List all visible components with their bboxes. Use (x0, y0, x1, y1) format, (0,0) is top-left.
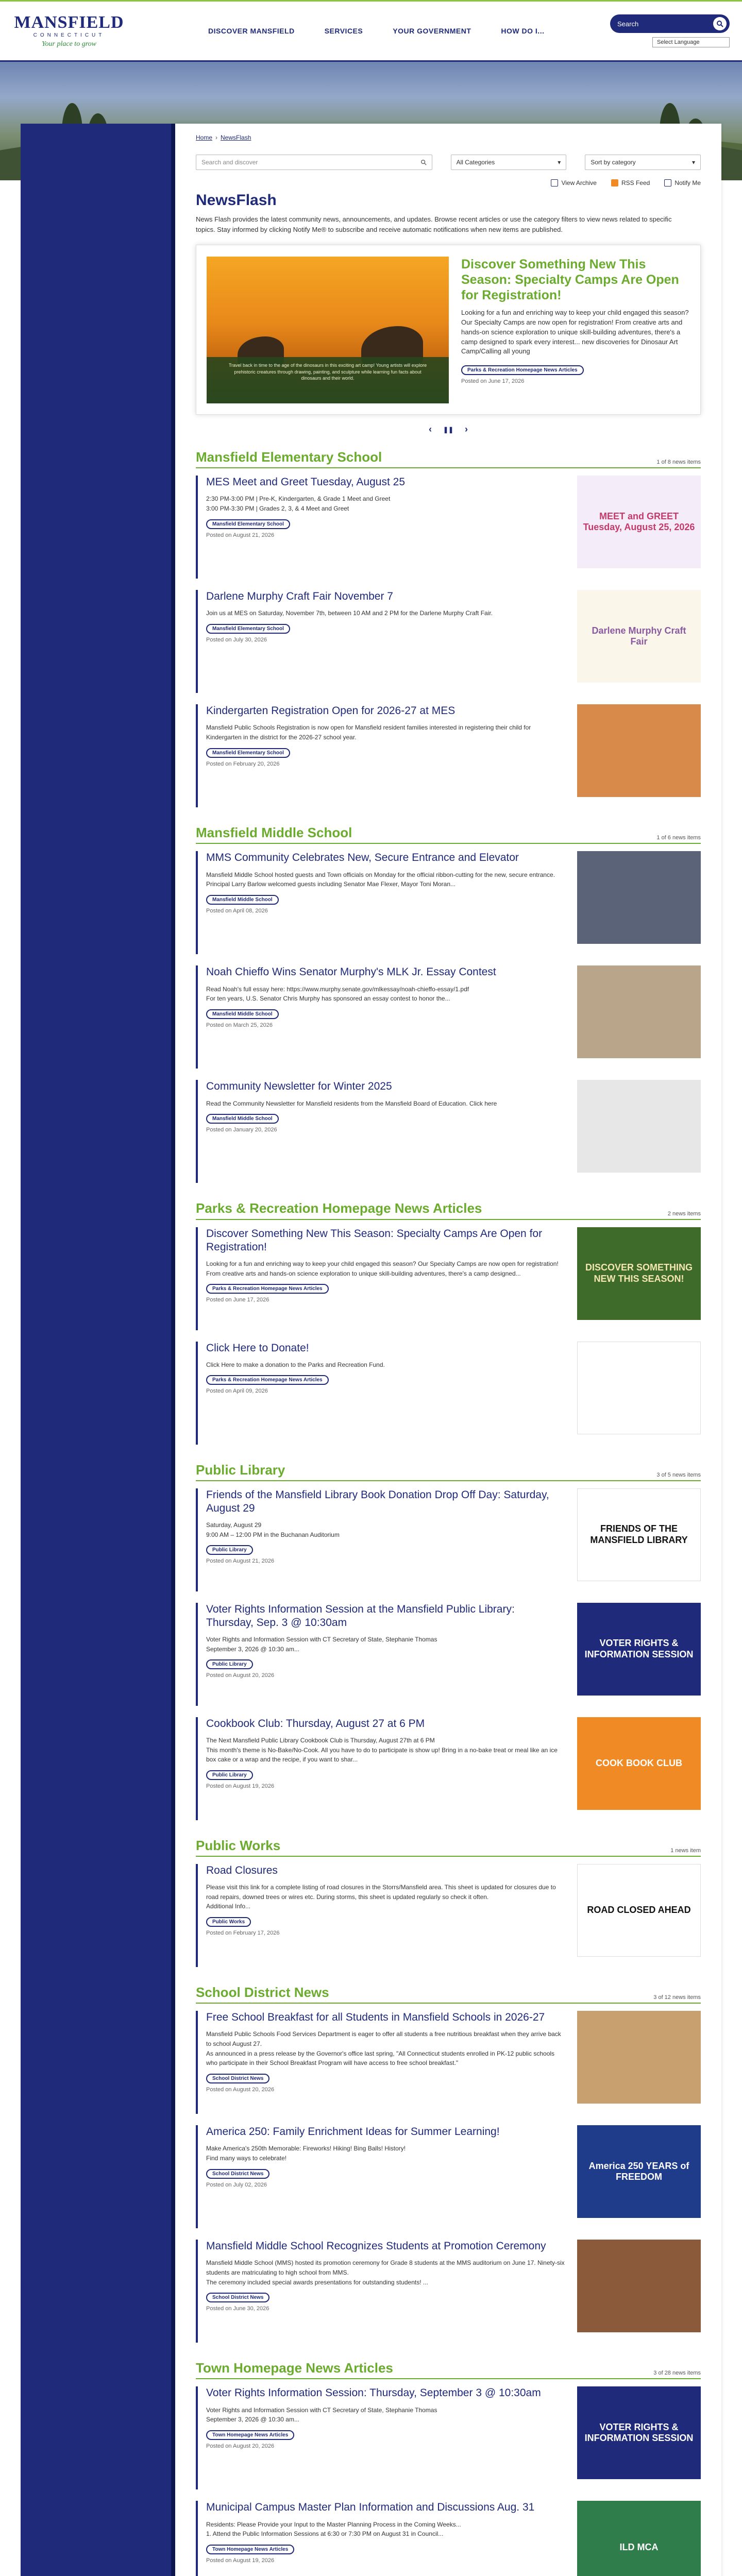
news-item-thumbnail-text: DISCOVER SOMETHING NEW THIS SEASON! (585, 1262, 693, 1284)
news-item (196, 965, 701, 1069)
section-header (196, 825, 701, 844)
news-item-text: Read Noah's full essay here: https://www.murphy.senate.gov/mlkessay/noah-chieffo-essay/1.pdf For ten years, U.S. Senator Chris Murphy has sponsored an essay contest to honor the... (206, 985, 469, 1003)
news-item-thumbnail[interactable] (577, 2240, 701, 2332)
news-item-posted-date: Posted on February 20, 2026 (206, 760, 280, 767)
news-item-posted-date: Posted on July 02, 2026 (206, 2181, 267, 2188)
featured-title[interactable]: Discover Something New This Season: Specialty Camps Are Open for Registration! (461, 257, 679, 302)
site-logo[interactable] (12, 14, 126, 48)
page-title: NewsFlash (196, 192, 277, 209)
news-item-body (206, 1717, 565, 1820)
news-item-posted-date: Posted on June 30, 2026 (206, 2306, 269, 2312)
category-select[interactable] (451, 155, 567, 170)
main-nav (208, 27, 544, 35)
carousel-controls (196, 424, 701, 435)
news-item (196, 1080, 701, 1183)
news-item-thumbnail[interactable] (577, 476, 701, 568)
logo-tagline: Your place to grow (42, 40, 96, 48)
bell-icon (664, 179, 671, 187)
news-item-title[interactable]: Discover Something New This Season: Specialty Camps Are Open for Registration! (206, 1227, 543, 1253)
news-item-thumbnail[interactable] (577, 1603, 701, 1696)
news-item-posted-date: Posted on April 09, 2026 (206, 1388, 268, 1395)
news-item-title[interactable]: Darlene Murphy Craft Fair November 7 (206, 590, 393, 603)
news-item-text: Mansfield Middle School hosted guests and Town officials on Monday for the official ribbon-cutting for the new, secure entrance. Principal Larry Barlow welcomed guests including Senator Mae Flexer, Mayor Toni Moran... (206, 871, 555, 888)
sidebar-panel (21, 124, 175, 2576)
section-header (196, 1985, 701, 2004)
section-header (196, 1200, 701, 1219)
section-title[interactable]: Mansfield Middle School (196, 825, 352, 841)
news-item-thumbnail[interactable] (577, 2125, 701, 2218)
news-item-category-tag[interactable]: Mansfield Middle School (206, 895, 279, 905)
news-item-thumbnail[interactable] (577, 851, 701, 944)
news-item-posted-date: Posted on August 19, 2026 (206, 2557, 275, 2564)
news-item-category-tag[interactable]: Public Library (206, 1545, 253, 1555)
news-item-posted-date: Posted on August 21, 2026 (206, 1558, 275, 1565)
news-section (196, 1838, 701, 1967)
news-item-text: Make America's 250th Memorable: Fireworks! Hiking! Bing Balls! History! Find many ways to celebrate! (206, 2145, 406, 2162)
news-item-thumbnail[interactable] (577, 2011, 701, 2104)
news-item-body (206, 1488, 565, 1591)
news-item-category-tag[interactable]: Public Library (206, 1770, 253, 1780)
news-item-title[interactable]: Road Closures (206, 1864, 278, 1876)
nav-services[interactable]: SERVICES (324, 27, 363, 35)
news-item-body (206, 2125, 565, 2228)
section-count: 3 of 5 news items (656, 1471, 701, 1478)
section-title[interactable]: Public Works (196, 1837, 281, 1853)
section-title[interactable]: School District News (196, 1984, 329, 2000)
chevron-down-icon: ▾ (558, 159, 561, 166)
section-header (196, 2360, 701, 2379)
news-item-title[interactable]: Community Newsletter for Winter 2025 (206, 1080, 392, 1093)
news-item (196, 2011, 701, 2114)
news-item (196, 1227, 701, 1330)
section-header (196, 1462, 701, 1481)
news-section (196, 1985, 701, 2343)
news-item-text: Join us at MES on Saturday, November 7th, between 10 AM and 2 PM for the Darlene Murphy Craft Fair. (206, 609, 493, 617)
news-section (196, 2360, 701, 2576)
news-item-text: Read the Community Newsletter for Mansfield residents from the Mansfield Board of Education. Click here (206, 1099, 497, 1107)
news-item-category-tag[interactable]: Town Homepage News Articles (206, 2430, 294, 2440)
section-count: 2 news items (667, 1210, 701, 1217)
news-item-title[interactable]: Free School Breakfast for all Students in Mansfield Schools in 2026-27 (206, 2011, 545, 2024)
news-item (196, 2125, 701, 2228)
news-item-text: Voter Rights and Information Session with CT Secretary of State, Stephanie Thomas September 3, 2026 @ 10:30 am... (206, 1636, 437, 1653)
news-item (196, 1864, 701, 1967)
news-item-text: Mansfield Middle School (MMS) hosted its promotion ceremony for Grade 8 students at the MMS auditorium on June 17. Ninety-six students are matriculating to high school from MMS. The ceremony included special awards presentations for outstanding students! ... (206, 2259, 565, 2286)
header-tools (610, 14, 730, 47)
news-item-title[interactable]: Voter Rights Information Session at the Mansfield Public Library: Thursday, Sep. 3 @ 10:30am (206, 1603, 515, 1629)
section-count: 1 news item (670, 1847, 701, 1854)
news-item-category-tag[interactable]: Public Library (206, 1659, 253, 1669)
news-item-body (206, 1342, 565, 1445)
news-item-body (206, 1080, 565, 1183)
news-section (196, 1462, 701, 1820)
news-item-text: Saturday, August 29 9:00 AM – 12:00 PM in the Buchanan Auditorium (206, 1521, 340, 1538)
news-item-thumbnail-text: ROAD CLOSED AHEAD (587, 1905, 691, 1916)
news-item (196, 1342, 701, 1445)
news-item-posted-date: Posted on April 08, 2026 (206, 907, 268, 914)
archive-icon (551, 179, 558, 187)
search-icon[interactable] (420, 159, 427, 165)
news-item-posted-date: Posted on June 17, 2026 (206, 1297, 269, 1303)
section-count: 1 of 8 news items (656, 459, 701, 466)
news-item-body (206, 1227, 565, 1330)
news-item-text: Mansfield Public Schools Registration is now open for Mansfield resident families interested in registering their child for Kindergarten in the district for the 2026-27 school year. (206, 724, 531, 741)
news-item-thumbnail-text: ILD MCA (619, 2541, 659, 2552)
category-select-value: All Categories (456, 159, 495, 166)
news-item-category-tag[interactable]: Public Works (206, 1917, 251, 1927)
news-item-body (206, 590, 565, 693)
news-item-title[interactable]: America 250: Family Enrichment Ideas for Summer Learning! (206, 2126, 500, 2138)
news-item (196, 851, 701, 954)
news-item-text: Please visit this link for a complete listing of road closures in the Storrs/Mansfield area. This sheet is updated for closures due to road repairs, downed trees or wires etc. During storms, this sheet is updated regularly so check it often. Additional Info... (206, 1884, 556, 1910)
news-item-category-tag[interactable]: Mansfield Elementary School (206, 748, 290, 758)
news-item-thumbnail[interactable] (577, 2386, 701, 2479)
site-search[interactable] (610, 14, 730, 33)
news-item-posted-date: Posted on January 20, 2026 (206, 1127, 277, 1133)
section-title[interactable]: Public Library (196, 1462, 285, 1478)
news-item-thumbnail-text: VOTER RIGHTS & INFORMATION SESSION (584, 1638, 694, 1659)
section-count: 1 of 6 news items (656, 835, 701, 841)
news-sections (196, 449, 701, 2576)
featured-body (461, 257, 690, 403)
news-item-thumbnail[interactable] (577, 704, 701, 797)
news-item-category-tag[interactable]: Parks & Recreation Homepage News Articles (206, 1375, 329, 1385)
news-item-posted-date: Posted on August 20, 2026 (206, 2086, 275, 2093)
news-item-category-tag[interactable]: Town Homepage News Articles (206, 2545, 294, 2554)
news-item-title[interactable]: Noah Chieffo Wins Senator Murphy's MLK Jr. Essay Contest (206, 966, 496, 978)
section-header (196, 449, 701, 468)
news-item-thumbnail-text: VOTER RIGHTS & INFORMATION SESSION (584, 2421, 694, 2444)
news-item-category-tag[interactable]: Mansfield Elementary School (206, 519, 290, 529)
rss-feed-label: RSS Feed (621, 179, 650, 187)
section-header (196, 1838, 701, 1857)
breadcrumb: Home › NewsFlash (196, 134, 251, 141)
carousel-prev-button[interactable]: ‹ (428, 424, 432, 434)
news-search-input[interactable] (196, 155, 432, 170)
view-archive-link[interactable] (551, 179, 596, 187)
logo-state: CONNECTICUT (33, 32, 105, 38)
news-item (196, 704, 701, 807)
news-item-text: Mansfield Public Schools Food Services Department is eager to offer all students a free nutritious breakfast when they arrive back to school August 27. As announced in a press release by the Governor's office last spring, "All Connecticut students enrolled in PK-12 public schools who participate in their School Breakfast Program will have access to free school breakfast." (206, 2030, 561, 2067)
news-item-body (206, 1603, 565, 1706)
featured-posted-date: Posted on June 17, 2026 (461, 378, 525, 385)
news-item-title[interactable]: Click Here to Donate! (206, 1342, 309, 1354)
view-links (196, 179, 701, 187)
news-item-text: Residents: Please Provide your Input to the Master Planning Process in the Coming Weeks... 1. Attend the Public Information Sessions at 6:30 or 7:30 PM on August 31 in Council... (206, 2520, 461, 2538)
section-title[interactable]: Parks & Recreation Homepage News Articles (196, 1200, 482, 1216)
sort-select[interactable] (585, 155, 701, 170)
news-item-thumbnail[interactable] (577, 2501, 701, 2576)
news-item-thumbnail[interactable] (577, 1227, 701, 1320)
news-item-title[interactable]: Friends of the Mansfield Library Book Donation Drop Off Day: Saturday, August 29 (206, 1488, 549, 1514)
news-item-thumbnail[interactable] (577, 1342, 701, 1434)
news-item-category-tag[interactable]: Mansfield Middle School (206, 1009, 279, 1019)
breadcrumb-newsflash[interactable]: NewsFlash (221, 134, 251, 141)
news-section (196, 449, 701, 807)
news-item-text: Voter Rights and Information Session with CT Secretary of State, Stephanie Thomas September 3, 2026 @ 10:30 am... (206, 2406, 437, 2424)
news-item-title[interactable]: MMS Community Celebrates New, Secure Entrance and Elevator (206, 852, 519, 864)
news-item (196, 1717, 701, 1820)
news-item-text: Click Here to make a donation to the Parks and Recreation Fund. (206, 1361, 385, 1368)
news-item-text: 2:30 PM-3:00 PM | Pre-K, Kindergarten, & Grade 1 Meet and Greet 3:00 PM-3:30 PM | Grades 2, 3, & 4 Meet and Greet (206, 495, 391, 513)
featured-image-caption: Travel back in time to the age of the dinosaurs in this exciting art camp! Young artists will explore prehistoric creatures through drawing, painting, and sculpture while learning fun facts about dinosaurs and their world. (207, 357, 449, 403)
news-item-category-tag[interactable]: School District News (206, 2074, 269, 2083)
news-item-body (206, 965, 565, 1069)
news-item-body (206, 1864, 565, 1967)
rss-icon (611, 179, 618, 187)
news-item-thumbnail-text: MEET and GREET Tuesday, August 25, 2026 (583, 511, 695, 533)
nav-discover-mansfield[interactable]: DISCOVER MANSFIELD (208, 27, 295, 35)
news-item-title[interactable]: Cookbook Club: Thursday, August 27 at 6 PM (206, 1717, 425, 1730)
nav-how-do-i[interactable]: HOW DO I... (501, 27, 545, 35)
breadcrumb-home[interactable]: Home (196, 134, 213, 141)
news-item-category-tag[interactable]: Parks & Recreation Homepage News Articles (206, 1284, 329, 1294)
section-count: 3 of 12 news items (653, 1994, 701, 2001)
site-header (0, 0, 742, 62)
news-item-body (206, 2501, 565, 2576)
language-select[interactable]: Select Language (652, 37, 730, 47)
news-item-text: Looking for a fun and enriching way to keep your child engaged this season? Our Specialty Camps are now open for registration! From creative arts and hands-on science exploration to unique skill-building adventures, there's a camp designed... (206, 1260, 559, 1277)
logo-name: MANSFIELD (14, 12, 124, 32)
news-item-posted-date: Posted on February 17, 2026 (206, 1929, 280, 1936)
news-item-text: The Next Mansfield Public Library Cookbook Club is Thursday, August 27th at 6 PM This month's theme is No-Bake/No-Cook. All you have to do to participate is show up! Bring in a no-bake treat or meal like an ice box cake or a wrap and the recipe, if you want to shar... (206, 1737, 558, 1764)
sort-select-value: Sort by category (591, 159, 636, 166)
news-item (196, 2240, 701, 2343)
news-item-title[interactable]: MES Meet and Greet Tuesday, August 25 (206, 476, 405, 488)
news-item-body (206, 704, 565, 807)
news-item-category-tag[interactable]: Mansfield Middle School (206, 1114, 279, 1124)
section-title[interactable]: Town Homepage News Articles (196, 2360, 393, 2376)
news-item-posted-date: Posted on August 19, 2026 (206, 1783, 275, 1789)
nav-your-government[interactable]: YOUR GOVERNMENT (393, 27, 471, 35)
news-item-title[interactable]: Voter Rights Information Session: Thursday, September 3 @ 10:30am (206, 2387, 541, 2399)
news-item-thumbnail[interactable] (577, 1717, 701, 1810)
carousel-pause-button[interactable]: ❚❚ (443, 426, 454, 433)
news-search-placeholder: Search and discover (201, 159, 258, 166)
news-item-posted-date: Posted on August 20, 2026 (206, 2443, 275, 2449)
news-item-posted-date: Posted on August 21, 2026 (206, 532, 275, 538)
news-section (196, 1200, 701, 1444)
section-count: 3 of 28 news items (653, 2370, 701, 2377)
news-item-thumbnail[interactable] (577, 1080, 701, 1173)
news-item-body (206, 2386, 565, 2489)
news-item (196, 1488, 701, 1591)
news-item-posted-date: Posted on July 30, 2026 (206, 637, 267, 643)
news-item-thumbnail-text: FRIENDS OF THE MANSFIELD LIBRARY (590, 1523, 688, 1545)
chevron-down-icon: ▾ (692, 159, 695, 166)
section-title[interactable]: Mansfield Elementary School (196, 449, 382, 465)
news-item (196, 590, 701, 693)
news-section (196, 825, 701, 1183)
featured-category-tag[interactable]: Parks & Recreation Homepage News Articles (461, 365, 584, 375)
notify-me-link[interactable] (664, 179, 701, 187)
news-item-thumbnail-text: America 250 YEARS of FREEDOM (588, 2160, 689, 2182)
news-item-category-tag[interactable]: Mansfield Elementary School (206, 624, 290, 634)
news-item-thumbnail[interactable] (577, 965, 701, 1058)
news-item-posted-date: Posted on August 20, 2026 (206, 1672, 275, 1679)
featured-article (196, 245, 701, 415)
page-body (0, 124, 742, 2576)
main-content (175, 124, 721, 2576)
news-item-category-tag[interactable]: School District News (206, 2169, 269, 2179)
news-item-title[interactable]: Municipal Campus Master Plan Information and Discussions Aug. 31 (206, 2501, 535, 2514)
search-icon[interactable] (713, 17, 727, 30)
news-filters (196, 155, 701, 170)
news-item-body (206, 851, 565, 954)
site-search-label: Search (617, 20, 639, 28)
news-item-thumbnail-text: COOK BOOK CLUB (596, 1757, 682, 1768)
news-item-thumbnail[interactable] (577, 590, 701, 683)
featured-text: Looking for a fun and enriching way to keep your child engaged this season? Our Specialty Camps are now open for registration! From creative arts and hands-on science exploration to unique skill-building adventures, there's a camp designed to spark every interest... new discoveries for Dinosaur Art Camp/Calling all young (461, 309, 689, 355)
page-intro: News Flash provides the latest community news, announcements, and updates. Browse recent articles or use the category filters to view news related to specific topics. Stay informed by clicking Notify Me® to subscribe and receive automatic notifications when new items are published. (196, 215, 672, 233)
rss-feed-link[interactable] (611, 179, 650, 187)
news-item (196, 476, 701, 579)
news-item-thumbnail[interactable] (577, 1488, 701, 1581)
view-archive-label: View Archive (561, 179, 597, 187)
carousel-next-button[interactable]: › (465, 424, 468, 434)
news-item-body (206, 2240, 565, 2343)
news-item-title[interactable]: Kindergarten Registration Open for 2026-27 at MES (206, 705, 456, 717)
news-item-thumbnail[interactable] (577, 1864, 701, 1957)
news-item-body (206, 476, 565, 579)
news-item-title[interactable]: Mansfield Middle School Recognizes Students at Promotion Ceremony (206, 2240, 546, 2252)
news-item-category-tag[interactable]: School District News (206, 2293, 269, 2302)
notify-me-label: Notify Me (674, 179, 701, 187)
news-item-thumbnail-text: Darlene Murphy Craft Fair (592, 625, 686, 647)
news-item (196, 1603, 701, 1706)
news-item (196, 2386, 701, 2489)
news-item-body (206, 2011, 565, 2114)
news-item-posted-date: Posted on March 25, 2026 (206, 1022, 273, 1028)
news-item (196, 2501, 701, 2576)
featured-image[interactable] (207, 257, 449, 403)
